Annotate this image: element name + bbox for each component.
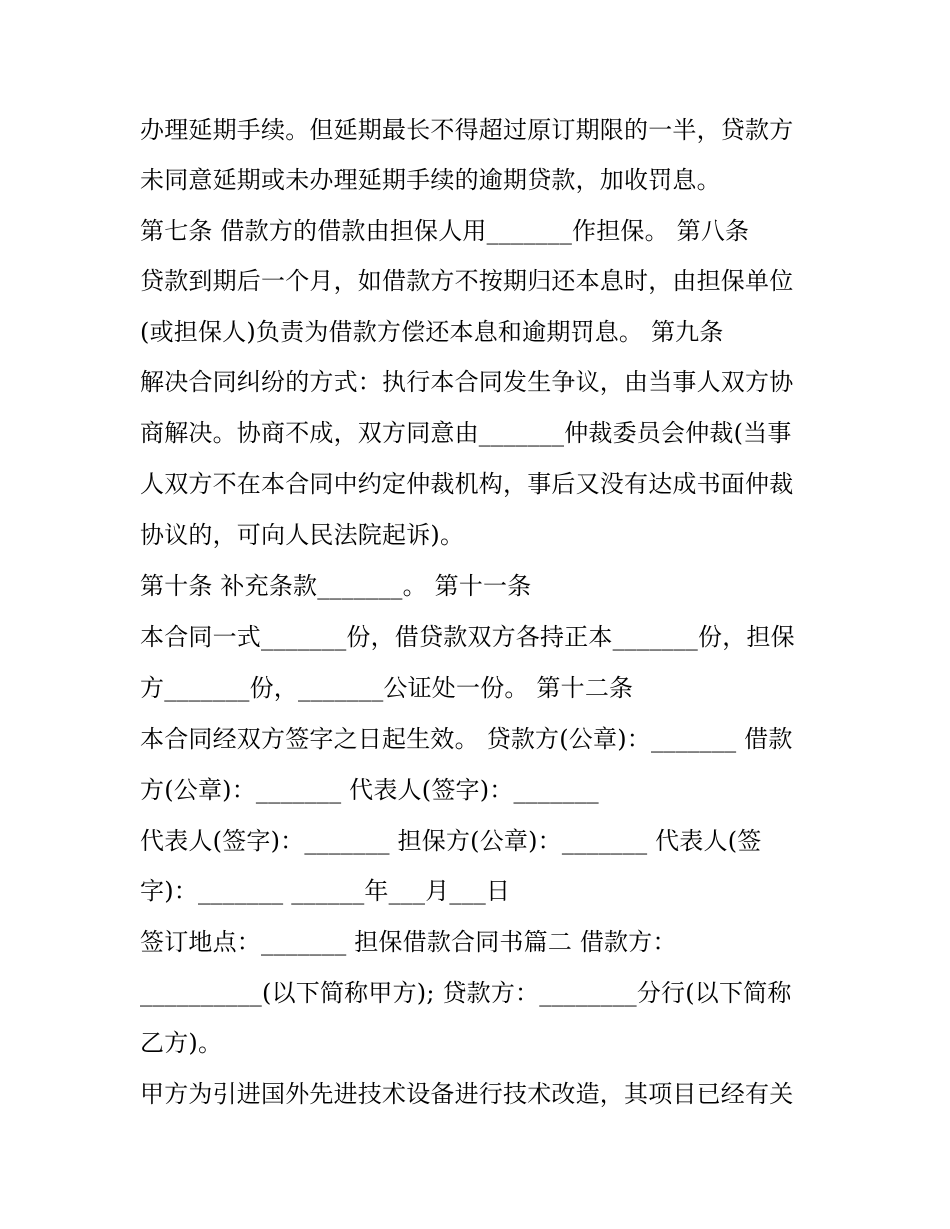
text-line: 甲方为引进国外先进技术设备进行技术改造，其项目已经有关 <box>140 1080 794 1108</box>
text-line: 未同意延期或未办理延期手续的逾期贷款，加收罚息。 <box>140 166 721 194</box>
text-line: 贷款到期后一个月，如借款方不按期归还本息时，由担保单位 <box>140 267 794 295</box>
text-line: 字)：_______ ______年___月___日 <box>140 877 511 905</box>
text-line: 乙方)。 <box>140 1029 223 1057</box>
text-line: 方_______份，_______公证处一份。 第十二条 <box>140 674 634 702</box>
text-line: 协议的，可向人民法院起诉)。 <box>140 521 465 549</box>
text-line: 办理延期手续。但延期最长不得超过原订期限的一半，贷款方 <box>140 116 794 144</box>
text-line: 签订地点：_______ 担保借款合同书篇二 借款方： <box>140 928 677 956</box>
text-line: 人双方不在本合同中约定仲裁机构，事后又没有达成书面仲裁 <box>140 470 794 498</box>
text-line: 第十条 补充条款_______。 第十一条 <box>140 572 532 600</box>
text-line: 解决合同纠纷的方式：执行本合同发生争议，由当事人双方协 <box>140 368 794 396</box>
text-line: __________(以下简称甲方); 贷款方：________分行(以下简称 <box>140 979 792 1007</box>
text-line: 代表人(签字)：_______ 担保方(公章)：_______ 代表人(签 <box>140 827 762 855</box>
text-line: (或担保人)负责为借款方偿还本息和逾期罚息。 第九条 <box>140 318 724 346</box>
text-line: 方(公章)：_______ 代表人(签字)：_______ <box>140 776 599 804</box>
text-line: 商解决。协商不成，双方同意由_______仲裁委员会仲裁(当事 <box>140 419 792 447</box>
text-line: 本合同经双方签字之日起生效。 贷款方(公章)：_______ 借款 <box>140 725 793 753</box>
text-line: 第七条 借款方的借款由担保人用_______作担保。 第八条 <box>140 217 750 245</box>
text-line: 本合同一式_______份，借贷款双方各持正本_______份，担保 <box>140 623 795 651</box>
